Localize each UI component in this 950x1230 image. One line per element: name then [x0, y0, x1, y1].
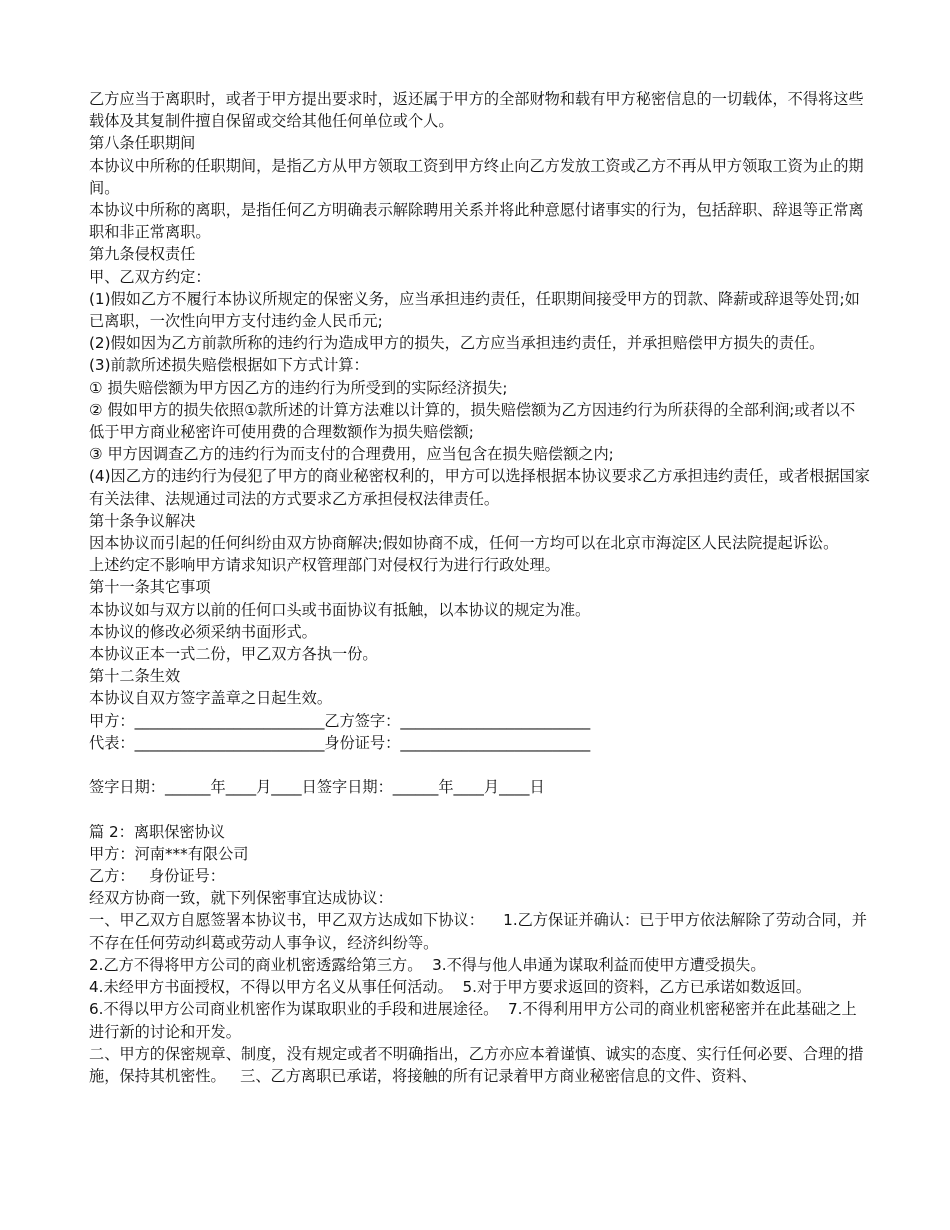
paragraph-effective: 本协议自双方签字盖章之日起生效。 — [89, 689, 332, 708]
agreement-body — [89, 88, 870, 710]
part-2-item-1: 一、甲乙双方自愿签署本协议书，甲乙双方达成如下协议： 1.乙方保证并确认：已于甲方依法解除了劳动合同，并不存在任何劳动纠葛或劳动人事争议，经济纠纷等。 — [89, 911, 867, 952]
clause-4: (4)因乙方的违约行为侵犯了甲方的商业秘密权利的，甲方可以选择根据本协议要求乙方承担违约责任，或者根据国家有关法律、法规通过司法的方式要求乙方承担侵权法律责任。 — [89, 467, 870, 508]
paragraph-resignation-definition: 本协议中所称的离职，是指任何乙方明确表示解除聘用关系并将此种意愿付诸事实的行为，包括辞职、辞退等正常离职和非正常离职。 — [89, 201, 864, 242]
paragraph-administrative: 上述约定不影响甲方请求知识产权管理部门对侵权行为进行行政处理。 — [89, 556, 560, 575]
heading-article-12: 第十二条生效 — [89, 667, 181, 686]
consensus-intro: 经双方协商一致，就下列保密事宜达成协议： — [89, 889, 393, 908]
paragraph-amendment: 本协议的修改必须采纳书面形式。 — [89, 622, 317, 641]
part-2-title: 篇 2：离职保密协议 — [89, 822, 225, 841]
part-2-items-2-3: 2.乙方不得将甲方公司的商业机密透露给第三方。 3.不得与他人串通为谋取利益而使甲方遭受损失。 — [89, 955, 766, 974]
part-2-section-2-3: 二、甲方的保密规章、制度，没有规定或者不明确指出，乙方亦应本着谨慎、诚实的态度、实行任何必要、合理的措施，保持其机密性。 三、乙方离职已承诺，将接触的所有记录着甲方商业秘密信息的文件、资料、 — [89, 1044, 864, 1085]
sub-clause-1: ① 损失赔偿额为甲方因乙方的违约行为所受到的实际经济损失; — [89, 378, 508, 397]
paragraph-return-materials: 乙方应当于离职时，或者于甲方提出要求时，返还属于甲方的全部财物和载有甲方秘密信息的一切载体，不得将这些载体及其复制件擅自保留或交给其他任何单位或个人。 — [89, 90, 864, 131]
party-b-line: 乙方： 身份证号： — [89, 867, 225, 886]
paragraph-employment-period: 本协议中所称的任职期间，是指乙方从甲方领取工资到甲方终止向乙方发放工资或乙方不再从甲方领取工资为止的期间。 — [89, 156, 864, 197]
signature-block — [89, 710, 870, 821]
spacer — [89, 754, 870, 776]
sub-clause-3: ③ 甲方因调查乙方的违约行为而支付的合理费用，应当包含在损失赔偿额之内; — [89, 445, 614, 464]
clause-3: (3)前款所述损失赔偿根据如下方式计算： — [89, 356, 369, 375]
paragraph-conflict: 本协议如与双方以前的任何口头或书面协议有抵触，以本协议的规定为准。 — [89, 600, 591, 619]
paragraph-dispute: 因本协议而引起的任何纠纷由双方协商解决;假如协商不成，任何一方均可以在北京市海淀区人民法院提起诉讼。 — [89, 534, 839, 553]
heading-article-10: 第十条争议解决 — [89, 511, 196, 530]
part-2-items-4-5: 4.未经甲方书面授权，不得以甲方名义从事任何活动。 5.对于甲方要求返回的资料，乙方已承诺如数返回。 — [89, 978, 812, 997]
signature-date-line: 签字日期：______年____月____日签字日期：______年____月____日 — [89, 778, 545, 797]
heading-article-9: 第九条侵权责任 — [89, 245, 196, 264]
heading-article-8: 第八条任职期间 — [89, 134, 196, 153]
paragraph-copies: 本协议正本一式二份，甲乙双方各执一份。 — [89, 645, 378, 664]
signature-line-party-a: 甲方：_________________________乙方签字：_________________________ — [89, 711, 591, 730]
clause-2: (2)假如因为乙方前款所称的违约行为造成甲方的损失，乙方应当承担违约责任，并承担赔偿甲方损失的责任。 — [89, 334, 825, 353]
clause-1: (1)假如乙方不履行本协议所规定的保密义务，应当承担违约责任，任职期间接受甲方的罚款、降薪或辞退等处罚;如已离职，一次性向甲方支付违约金人民币元; — [89, 289, 860, 331]
party-a-line: 甲方：河南***有限公司 — [89, 844, 249, 863]
spacer — [89, 798, 870, 820]
sub-clause-2: ② 假如甲方的损失依照①款所述的计算方法难以计算的，损失赔偿额为乙方因违约行为所获得的全部利润;或者以不低于甲方商业秘密许可使用费的合理数额作为损失赔偿额; — [89, 400, 856, 442]
signature-line-representative: 代表：_________________________身份证号：_________________________ — [89, 733, 591, 752]
heading-article-11: 第十一条其它事项 — [89, 578, 211, 597]
part-2-items-6-7: 6.不得以甲方公司商业机密作为谋取职业的手段和进展途径。 7.不得利用甲方公司的商业机密秘密并在此基础之上进行新的讨论和开发。 — [89, 1000, 857, 1041]
paragraph-parties-agree: 甲、乙双方约定： — [89, 267, 211, 286]
part-2-agreement — [89, 821, 870, 1087]
